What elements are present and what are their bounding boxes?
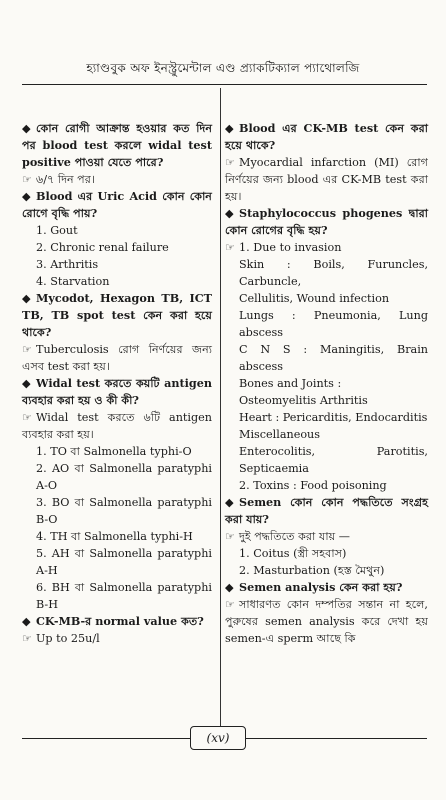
answer	[22, 409, 212, 443]
answer	[22, 341, 212, 375]
header-rule	[22, 84, 427, 85]
left-column	[22, 120, 212, 647]
list-item	[225, 426, 428, 443]
list-item	[225, 545, 428, 562]
list-item	[22, 494, 212, 528]
answer	[22, 630, 212, 647]
question	[225, 205, 428, 239]
item-text: Widal test করতে কয়টি antigen ব্যবহার করা হয় ও কী কী?	[22, 376, 212, 407]
list-item	[225, 256, 428, 290]
running-header: হ্যাণ্ডবুক অফ ইনস্ট্রুমেন্টাল এণ্ড প্র্যাকটিক্যাল প্যাথোলজি	[86, 61, 360, 75]
item-text: 2. Masturbation (হস্ত মৈথুন)	[239, 564, 385, 577]
diamond-bullet-icon: ◆	[225, 580, 234, 594]
list-item	[225, 307, 428, 341]
question	[225, 120, 428, 154]
column-divider	[220, 88, 221, 736]
item-text: 1. TO বা Salmonella typhi-O	[36, 445, 192, 458]
question	[225, 579, 428, 596]
answer	[225, 154, 428, 205]
answer	[225, 528, 428, 545]
item-text: Semen analysis কেন করা হয়?	[239, 580, 403, 594]
item-text: Enterocolitis, Parotitis, Septicaemia	[239, 445, 428, 475]
list-item	[22, 460, 212, 494]
list-item	[225, 375, 428, 392]
list-item	[22, 528, 212, 545]
list-item	[225, 290, 428, 307]
question	[225, 494, 428, 528]
answer	[225, 239, 428, 256]
list-item	[225, 443, 428, 477]
item-text: 2. AO বা Salmonella paratyphi A-O	[36, 462, 212, 492]
diamond-bullet-icon: ◆	[22, 121, 31, 135]
item-text: 3. BO বা Salmonella paratyphi B-O	[36, 496, 212, 526]
item-text: 6. BH বা Salmonella paratyphi B-H	[36, 581, 212, 611]
question	[22, 120, 212, 171]
item-text: 5. AH বা Salmonella paratyphi A-H	[36, 547, 212, 577]
item-text: কোন রোগী আক্রান্ত হওয়ার কত দিন পর blood test করলে widal test positive পাওয়া যেতে পারে?	[22, 121, 212, 169]
pointing-hand-icon: ☞	[22, 173, 33, 186]
diamond-bullet-icon: ◆	[22, 376, 31, 390]
item-text: C N S : Maningitis, Brain abscess	[239, 343, 428, 373]
question	[22, 375, 212, 409]
question	[22, 290, 212, 341]
item-text: 1. Gout	[36, 224, 78, 237]
item-text: Miscellaneous	[239, 428, 320, 441]
list-item	[225, 409, 428, 426]
diamond-bullet-icon: ◆	[22, 291, 31, 305]
item-text: 3. Arthritis	[36, 258, 99, 271]
item-text: Mycodot, Hexagon TB, ICT TB, TB spot test কেন করা হয়ে থাকে?	[22, 291, 212, 339]
item-text: Up to 25u/l	[36, 632, 100, 645]
pointing-hand-icon: ☞	[225, 598, 236, 611]
item-text: Lungs : Pneumonia, Lung abscess	[239, 309, 428, 339]
list-item	[22, 443, 212, 460]
pointing-hand-icon: ☞	[22, 411, 33, 424]
item-text: Osteomyelitis Arthritis	[239, 394, 368, 407]
item-text: 2. Chronic renal failure	[36, 241, 169, 254]
diamond-bullet-icon: ◆	[225, 121, 234, 135]
item-text: Semen কোন কোন পদ্ধতিতে সংগ্রহ করা যায়?	[225, 495, 428, 526]
item-text: Bones and Joints :	[239, 377, 342, 390]
pointing-hand-icon: ☞	[225, 156, 236, 169]
list-item	[22, 579, 212, 613]
list-item	[225, 477, 428, 494]
item-text: 1. Due to invasion	[239, 241, 342, 254]
item-text: Blood এর Uric Acid কোন কোন রোগে বৃদ্ধি পায়?	[22, 189, 212, 220]
item-text: Widal test করতে ৬টি antigen ব্যবহার করা হয়।	[22, 411, 212, 441]
item-text: Skin : Boils, Furuncles, Carbuncle,	[239, 258, 428, 288]
item-text: Staphylococcus phogenes দ্বারা কোন রোগের বৃদ্ধি হয়?	[225, 206, 428, 237]
list-item	[22, 545, 212, 579]
list-item	[22, 256, 212, 273]
list-item	[225, 341, 428, 375]
diamond-bullet-icon: ◆	[22, 614, 31, 628]
list-item	[22, 273, 212, 290]
item-text: Heart : Pericarditis, Endocarditis	[239, 411, 428, 424]
item-text: 4. Starvation	[36, 275, 110, 288]
item-text: 1. Coitus (স্ত্রী সহবাস)	[239, 547, 347, 560]
item-text: Myocardial infarction (MI) রোগ নির্ণয়ের জন্য blood এর CK-MB test করা হয়।	[225, 156, 428, 203]
item-text: Tuberculosis রোগ নির্ণয়ের জন্য এসব test করা হয়।	[22, 343, 212, 373]
list-item	[225, 562, 428, 579]
list-item	[22, 222, 212, 239]
pointing-hand-icon: ☞	[22, 343, 33, 356]
answer	[225, 596, 428, 647]
pointing-hand-icon: ☞	[22, 632, 33, 645]
page-number: (xv)	[190, 726, 246, 750]
item-text: Blood এর CK-MB test কেন করা হয়ে থাকে?	[225, 121, 428, 152]
answer	[22, 171, 212, 188]
pointing-hand-icon: ☞	[225, 530, 236, 543]
diamond-bullet-icon: ◆	[225, 206, 234, 220]
item-text: 4. TH বা Salmonella typhi-H	[36, 530, 193, 543]
item-text: 2. Toxins : Food poisoning	[239, 479, 387, 492]
item-text: CK-MB-র normal value কত?	[36, 614, 204, 628]
diamond-bullet-icon: ◆	[225, 495, 234, 509]
list-item	[22, 239, 212, 256]
item-text: সাধারণত কোন দম্পতির সন্তান না হলে, পুরুষের semen analysis করে দেখা হয় semen-এ sperm আছে কি	[225, 598, 428, 645]
list-item	[225, 392, 428, 409]
item-text: ৬/৭ দিন পর।	[36, 173, 95, 186]
question	[22, 188, 212, 222]
right-column	[225, 120, 428, 647]
item-text: দুই পদ্ধতিতে করা যায় —	[239, 530, 350, 543]
pointing-hand-icon: ☞	[225, 241, 236, 254]
question	[22, 613, 212, 630]
item-text: Cellulitis, Wound infection	[239, 292, 390, 305]
diamond-bullet-icon: ◆	[22, 189, 31, 203]
